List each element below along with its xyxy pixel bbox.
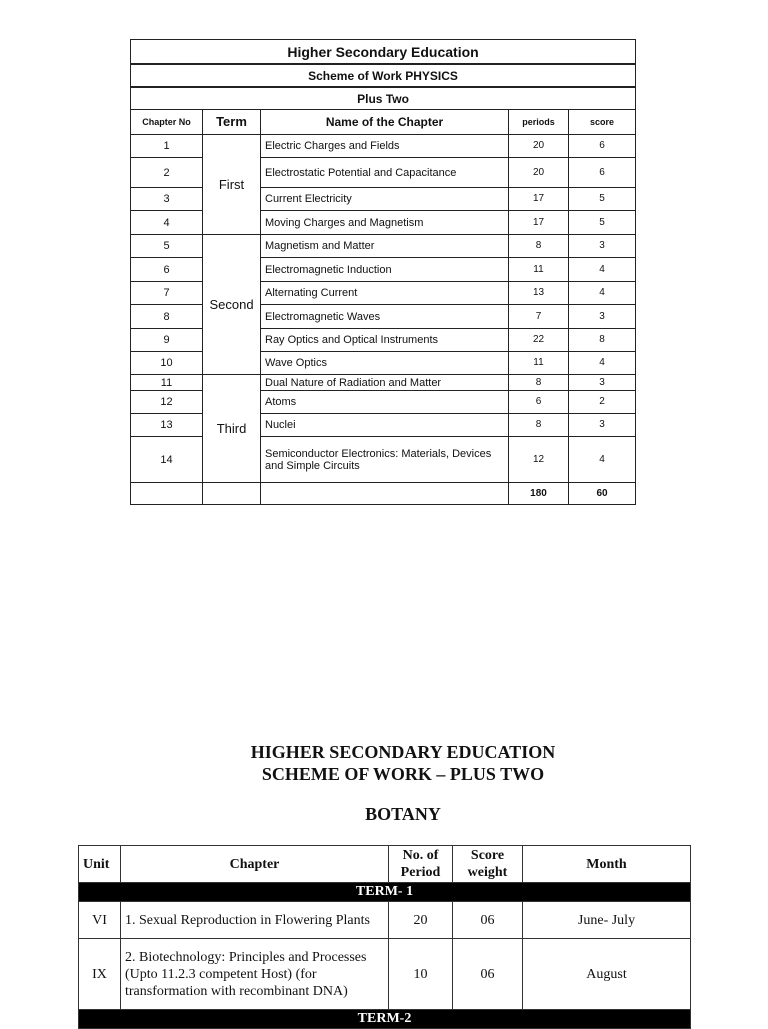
botany-scheme-table <box>78 845 691 1029</box>
chapter-name: Electromagnetic Waves <box>261 305 509 329</box>
chapter-no: 13 <box>131 414 203 437</box>
periods-value: 8 <box>509 414 569 437</box>
physics-level: Plus Two <box>131 87 636 110</box>
chapter-name: Atoms <box>261 391 509 414</box>
header-month: Month <box>523 846 691 883</box>
physics-title: Higher Secondary Education <box>131 40 636 65</box>
chapter-no: 7 <box>131 282 203 305</box>
totals-row <box>131 483 636 505</box>
chapter-no: 4 <box>131 211 203 235</box>
periods-value: 20 <box>509 135 569 158</box>
chapter-name: Electrostatic Potential and Capacitance <box>261 158 509 188</box>
chapter-name: Nuclei <box>261 414 509 437</box>
table-row <box>131 375 636 391</box>
score-value: 3 <box>569 235 636 258</box>
physics-scheme-table <box>130 39 636 505</box>
term-second: Second <box>203 235 261 375</box>
table-row <box>79 939 691 1010</box>
score-value: 06 <box>453 902 523 939</box>
term-2-band: TERM-2 <box>79 1010 691 1029</box>
chapter-no: 5 <box>131 235 203 258</box>
periods-value: 20 <box>509 158 569 188</box>
chapter-name: Electromagnetic Induction <box>261 258 509 282</box>
chapter-no: 10 <box>131 352 203 375</box>
chapter-name: Electric Charges and Fields <box>261 135 509 158</box>
score-value: 4 <box>569 352 636 375</box>
chapter-no: 2 <box>131 158 203 188</box>
empty-cell <box>131 483 203 505</box>
chapter-name: Magnetism and Matter <box>261 235 509 258</box>
score-value: 3 <box>569 414 636 437</box>
chapter-no: 1 <box>131 135 203 158</box>
periods-value: 8 <box>509 235 569 258</box>
chapter-no: 3 <box>131 188 203 211</box>
chapter-name: Ray Optics and Optical Instruments <box>261 329 509 352</box>
score-value: 5 <box>569 188 636 211</box>
periods-value: 17 <box>509 211 569 235</box>
botany-heading-line2: SCHEME OF WORK – PLUS TWO <box>261 764 545 784</box>
table-row <box>131 135 636 158</box>
empty-cell <box>203 483 261 505</box>
score-value: 8 <box>569 329 636 352</box>
botany-heading-line1: HIGHER SECONDARY EDUCATION <box>250 742 556 762</box>
score-value: 6 <box>569 135 636 158</box>
term-first: First <box>203 135 261 235</box>
score-value: 2 <box>569 391 636 414</box>
score-value: 4 <box>569 282 636 305</box>
header-periods: No. of Period <box>389 846 453 883</box>
score-value: 4 <box>569 437 636 483</box>
chapter-no: 12 <box>131 391 203 414</box>
header-periods: periods <box>509 110 569 135</box>
month-value: June- July <box>523 902 691 939</box>
header-chapter-no: Chapter No <box>131 110 203 135</box>
unit-value: IX <box>79 939 121 1010</box>
botany-subject: BOTANY <box>365 804 441 824</box>
periods-value: 22 <box>509 329 569 352</box>
chapter-name: Semiconductor Electronics: Materials, Devices and Simple Circuits <box>261 437 509 483</box>
physics-subtitle: Scheme of Work PHYSICS <box>131 64 636 87</box>
chapter-name: Current Electricity <box>261 188 509 211</box>
chapter-no: 6 <box>131 258 203 282</box>
periods-value: 8 <box>509 375 569 391</box>
month-value: August <box>523 939 691 1010</box>
total-score: 60 <box>569 483 636 505</box>
header-unit: Unit <box>79 846 121 883</box>
header-score-weight: Score weight <box>453 846 523 883</box>
score-value: 4 <box>569 258 636 282</box>
header-score: score <box>569 110 636 135</box>
chapter-name: Moving Charges and Magnetism <box>261 211 509 235</box>
chapter-no: 14 <box>131 437 203 483</box>
chapter-name: Dual Nature of Radiation and Matter <box>261 375 509 391</box>
table-row <box>79 902 691 939</box>
periods-value: 12 <box>509 437 569 483</box>
chapter-name: Alternating Current <box>261 282 509 305</box>
term-1-band: TERM- 1 <box>79 883 691 902</box>
periods-value: 6 <box>509 391 569 414</box>
chapter-no: 11 <box>131 375 203 391</box>
unit-value: VI <box>79 902 121 939</box>
periods-value: 10 <box>389 939 453 1010</box>
chapter-name: 2. Biotechnology: Principles and Processes (Upto 11.2.3 competent Host) (for transformation with recombinant DNA) <box>121 939 389 1010</box>
header-chapter: Chapter <box>121 846 389 883</box>
periods-value: 11 <box>509 352 569 375</box>
score-value: 06 <box>453 939 523 1010</box>
chapter-name: 1. Sexual Reproduction in Flowering Plants <box>121 902 389 939</box>
chapter-no: 8 <box>131 305 203 329</box>
periods-value: 11 <box>509 258 569 282</box>
score-value: 6 <box>569 158 636 188</box>
header-chapter-name: Name of the Chapter <box>261 110 509 135</box>
header-term: Term <box>203 110 261 135</box>
empty-cell <box>261 483 509 505</box>
total-periods: 180 <box>509 483 569 505</box>
table-row <box>131 235 636 258</box>
term-third: Third <box>203 375 261 483</box>
chapter-no: 9 <box>131 329 203 352</box>
score-value: 5 <box>569 211 636 235</box>
periods-value: 7 <box>509 305 569 329</box>
periods-value: 17 <box>509 188 569 211</box>
periods-value: 13 <box>509 282 569 305</box>
score-value: 3 <box>569 305 636 329</box>
score-value: 3 <box>569 375 636 391</box>
periods-value: 20 <box>389 902 453 939</box>
chapter-name: Wave Optics <box>261 352 509 375</box>
